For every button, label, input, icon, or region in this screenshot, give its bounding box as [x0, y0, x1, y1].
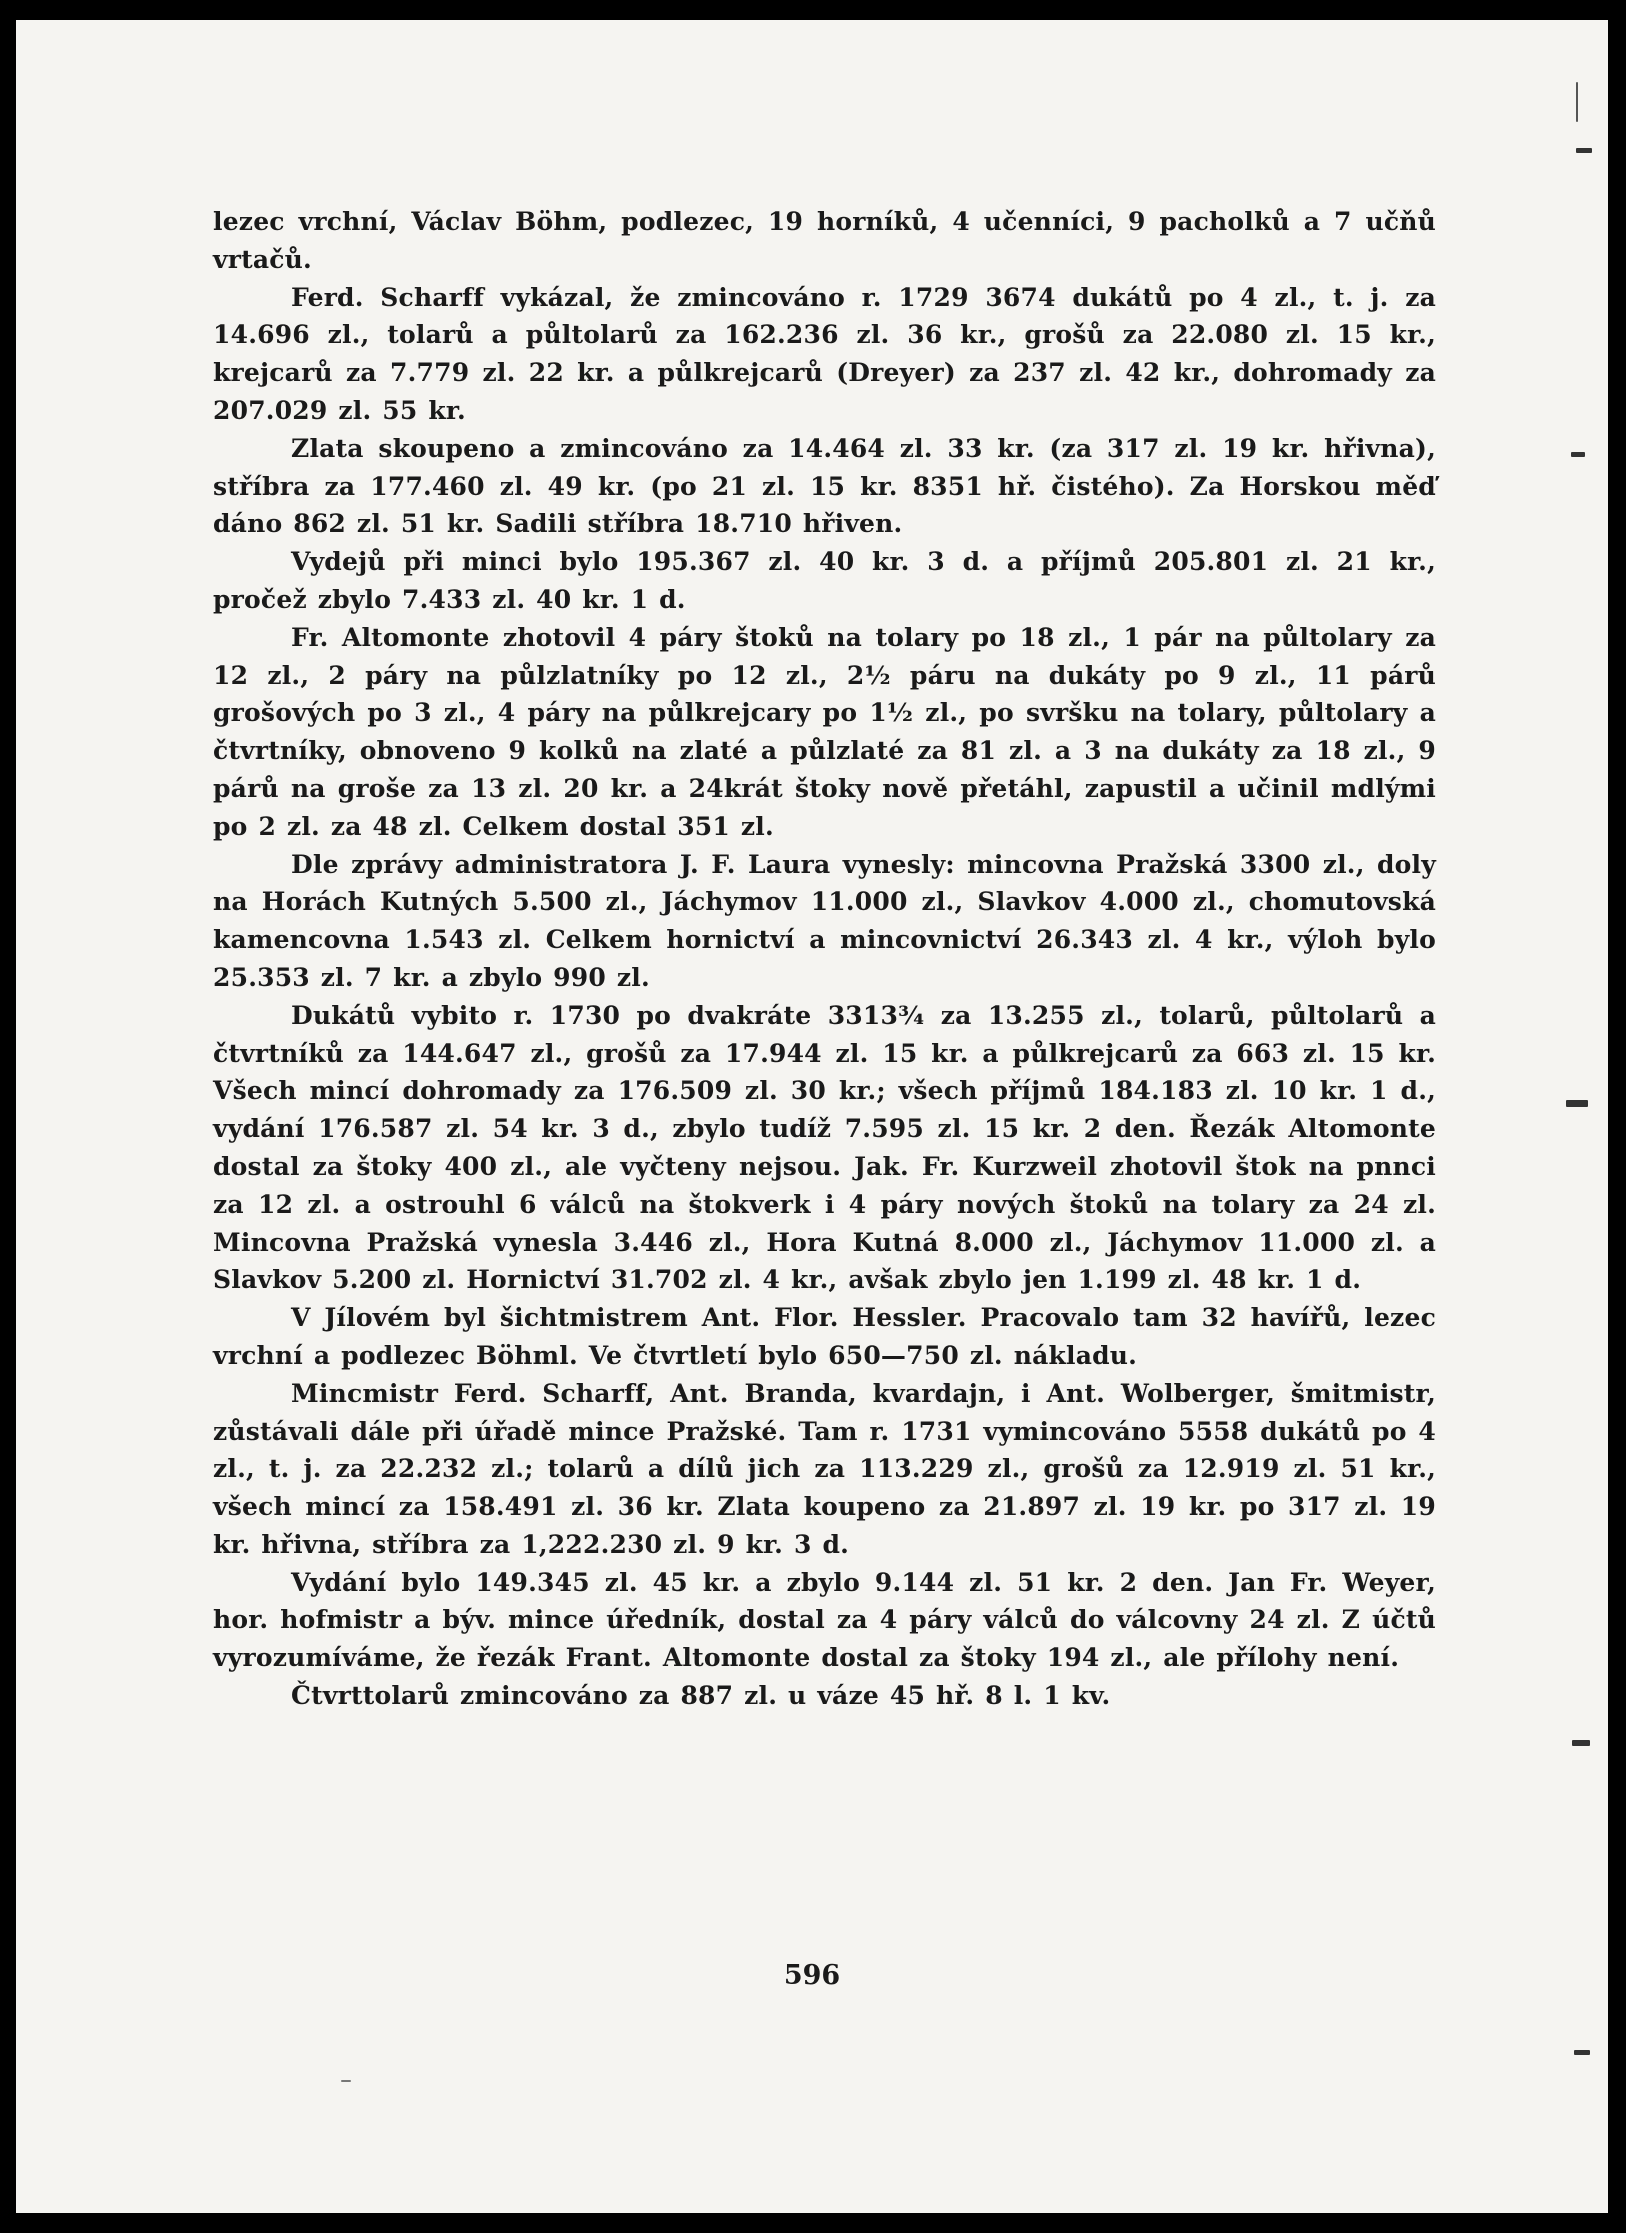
paragraph: Zlata skoupeno a zmincováno za 14.464 zl. 33 kr. (za 317 zl. 19 kr. hřivna), stříbra za 177.460 zl. 49 kr. (po 21 zl. 15 kr. 8351 hř. čistého). Za Horskou měď dáno 862 zl. 51 kr. Sadili stříbra 18.710 hřiven.: [213, 433, 1436, 539]
paragraph: Dukátů vybito r. 1730 po dvakráte 3313¾ za 13.255 zl., tolarů, půltolarů a čtvrtníků za 144.647 zl., grošů za 17.944 zl. 15 kr. a půlkrejcarů za 663 zl. 15 kr. Všech mincí dohromady za 176.509 zl. 30 kr.; všech příjmů 184.183 zl. 10 kr. 1 d., vydání 176.587 zl. 54 kr. 3 d., zbylo tudíž 7.595 zl. 15 kr. 2 den. Řezák Altomonte dostal za štoky 400 zl., ale vyčteny nejsou. Jak. Fr. Kurzweil zhotovil štok na pnnci za 12 zl. a ostrouhl 6 válců na štokverk i 4 páry nových štoků na tolary za 24 zl. Mincovna Pražská vynesla 3.446 zl., Hora Kutná 8.000 zl., Jáchymov 11.000 zl. a Slavkov 5.200 zl. Hornictví 31.702 zl. 4 kr., avšak zbylo jen 1.199 zl. 48 kr. 1 d.: [213, 1000, 1436, 1295]
paragraph: Ferd. Scharff vykázal, že zmincováno r. 1729 3674 dukátů po 4 zl., t. j. za 14.696 zl., tolarů a půltolarů za 162.236 zl. 36 kr., grošů za 22.080 zl. 15 kr., krejcarů za 7.779 zl. 22 kr. a půlkrejcarů (Dreyer) za 237 zl. 42 kr., dohromady za 207.029 zl. 55 kr.: [213, 282, 1436, 425]
paragraph: V Jílovém byl šichtmistrem Ant. Flor. Hessler. Pracovalo tam 32 havířů, lezec vrchní a podlezec Böhml. Ve čtvrtletí bylo 650—750 zl. nákladu.: [213, 1303, 1436, 1370]
paragraph: lezec vrchní, Václav Böhm, podlezec, 19 horníků, 4 učenníci, 9 pacholků a 7 učňů vrtačů.: [213, 207, 1436, 274]
paragraph: Fr. Altomonte zhotovil 4 páry štoků na tolary po 18 zl., 1 pár na půltolary za 12 zl., 2 páry na půlzlatníky po 12 zl., 2½ páru na dukáty po 9 zl., 11 párů grošových po 3 zl., 4 páry na půlkrejcary po 1½ zl., po svršku na tolary, půltolary a čtvrtníky, obnoveno 9 kolků na zlaté a půlzlaté za 81 zl. a 3 na dukáty za 18 zl., 9 párů na groše za 13 zl. 20 kr. a 24krát štoky nově přetáhl, zapustil a učinil mdlými po 2 zl. za 48 zl. Celkem dostal 351 zl.: [213, 622, 1436, 841]
edge-mark: [1576, 148, 1592, 153]
paragraph: Dle zprávy administratora J. F. Laura vynesly: mincovna Pražská 3300 zl., doly na Horách Kutných 5.500 zl., Jáchymov 11.000 zl., Slavkov 4.000 zl., chomutovská kamencovna 1.543 zl. Celkem hornictví a mincovnictví 26.343 zl. 4 kr., výloh bylo 25.353 zl. 7 kr. a zbylo 990 zl.: [213, 849, 1436, 992]
edge-mark: [1576, 82, 1578, 122]
paragraph: Čtvrttolarů zmincováno za 887 zl. u váze 45 hř. 8 l. 1 kv.: [291, 1681, 1111, 1711]
edge-mark: [1571, 452, 1585, 457]
edge-mark: [1574, 2050, 1590, 2055]
paragraph: Vydejů při minci bylo 195.367 zl. 40 kr. 3 d. a příjmů 205.801 zl. 21 kr., pročež zbylo 7.433 zl. 40 kr. 1 d.: [213, 547, 1436, 614]
edge-mark: [1572, 1740, 1590, 1746]
book-page: [16, 20, 1608, 2213]
body-text: [213, 203, 1436, 1715]
paragraph: Mincmistr Ferd. Scharff, Ant. Branda, kvardajn, i Ant. Wolberger, šmitmistr, zůstávali dále při úřadě mince Pražské. Tam r. 1731 vymincováno 5558 dukátů po 4 zl., t. j. za 22.232 zl.; tolarů a dílů jich za 113.229 zl., grošů za 12.919 zl. 51 kr., všech mincí za 158.491 zl. 36 kr. Zlata koupeno za 21.897 zl. 19 kr. po 317 zl. 19 kr. hřivna, stříbra za 1,222.230 zl. 9 kr. 3 d.: [213, 1378, 1436, 1559]
paragraph: Vydání bylo 149.345 zl. 45 kr. a zbylo 9.144 zl. 51 kr. 2 den. Jan Fr. Weyer, hor. hofmistr a býv. mince úředník, dostal za 4 páry válců do válcovny 24 zl. Z účtů vyrozumíváme, že řezák Frant. Altomonte dostal za štoky 194 zl., ale přílohy není.: [213, 1567, 1436, 1673]
edge-mark: [1566, 1100, 1588, 1107]
page-number: 596: [783, 1960, 841, 1991]
edge-mark: [341, 2080, 351, 2082]
